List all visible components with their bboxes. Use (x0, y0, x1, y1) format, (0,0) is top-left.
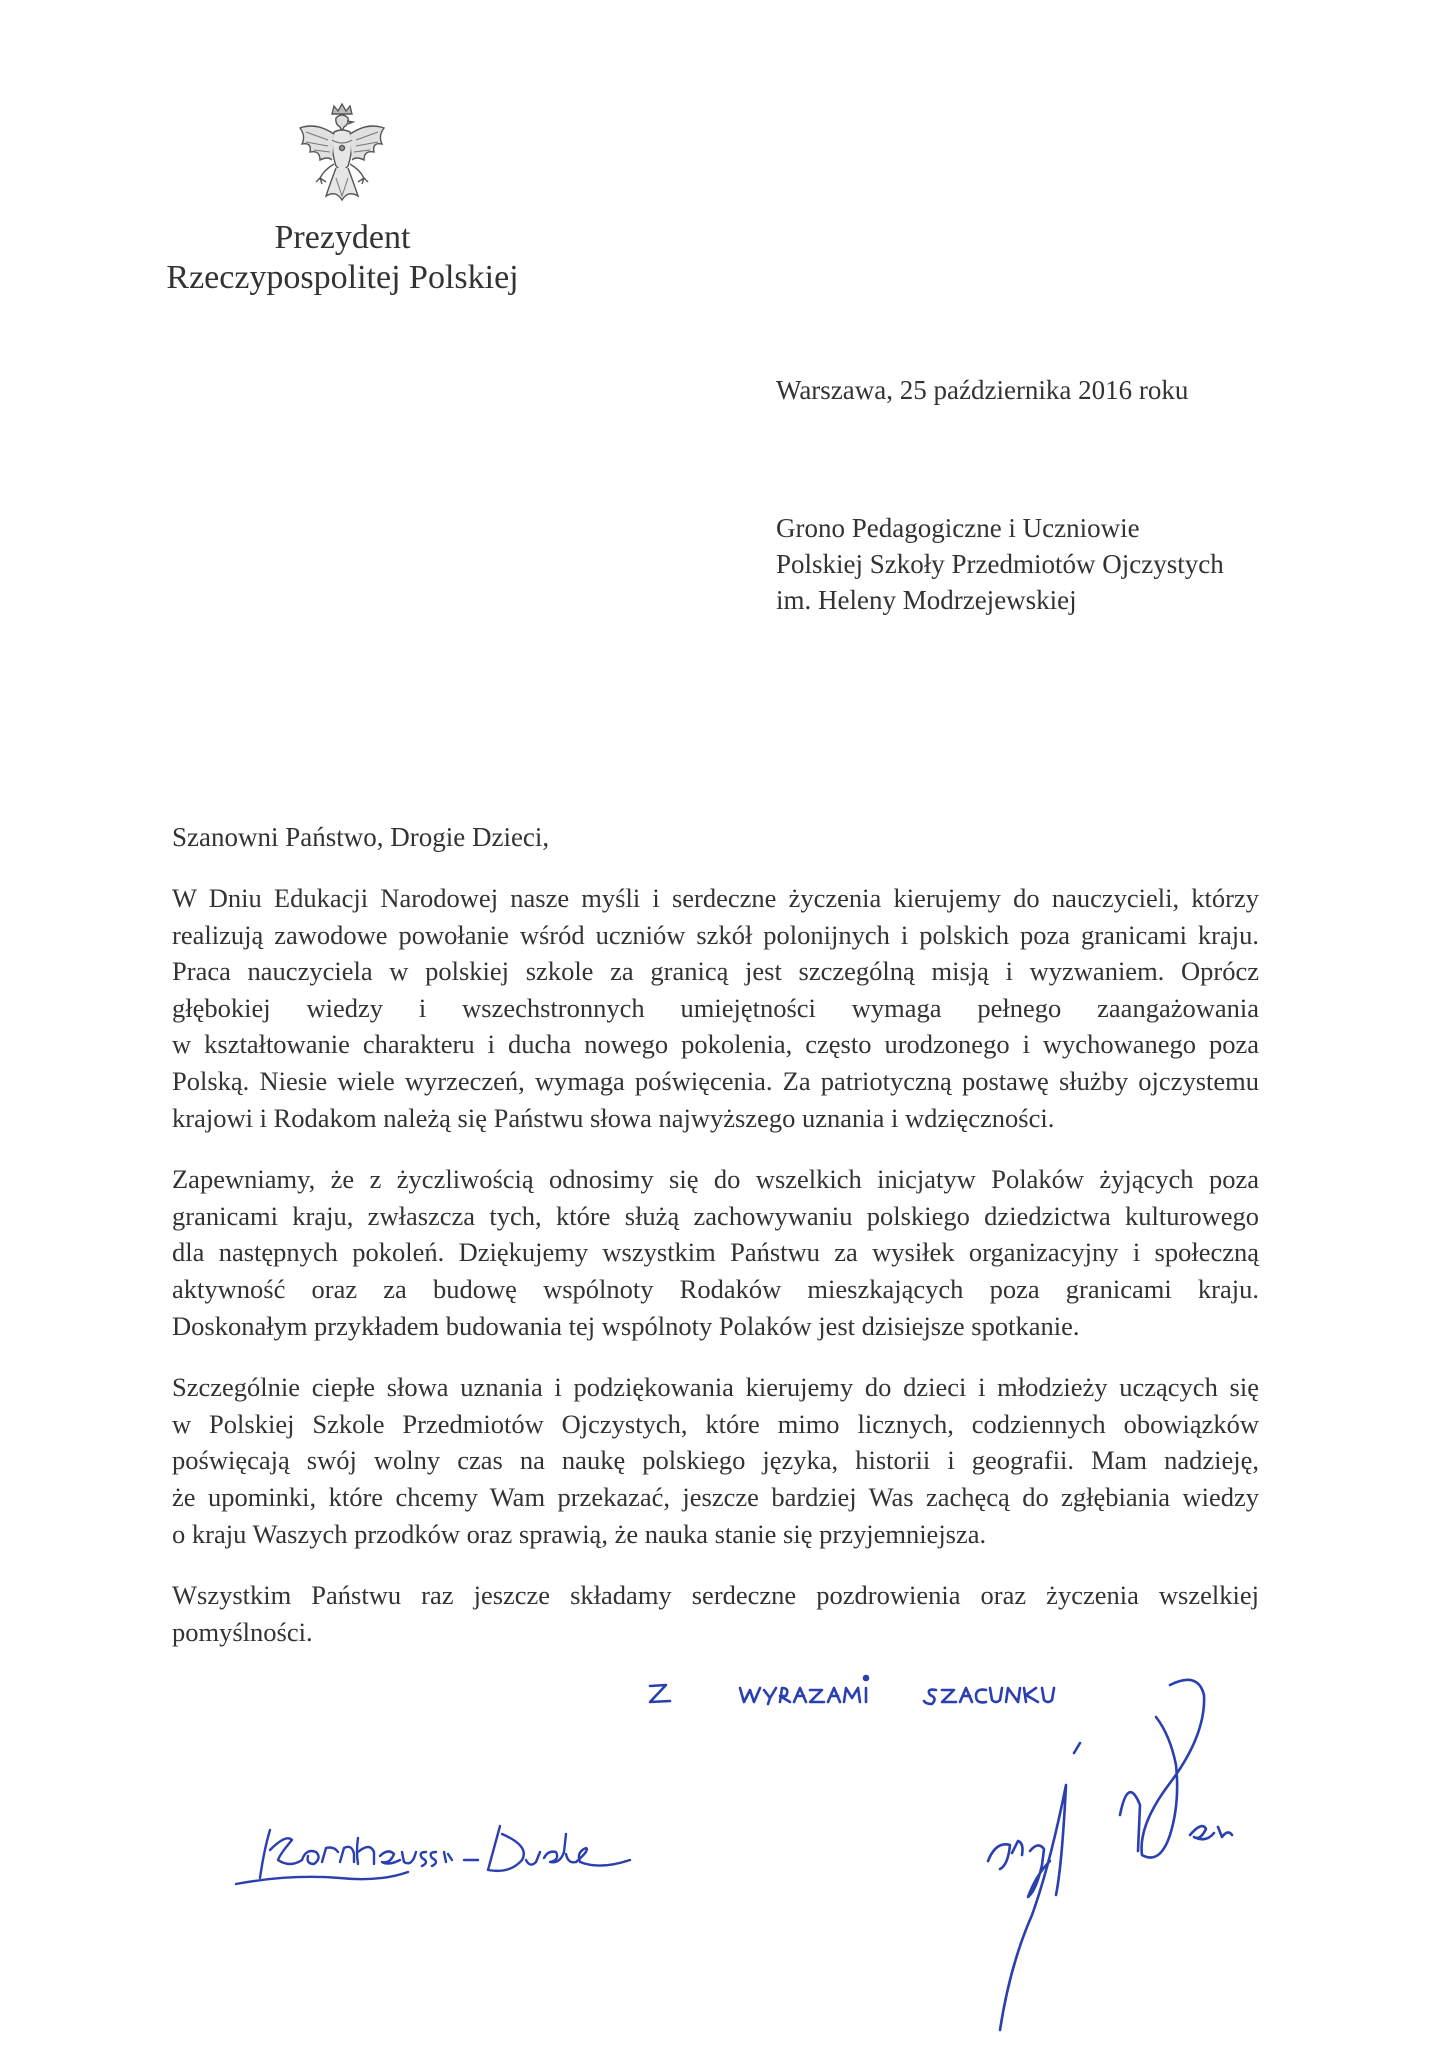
paragraph-line: Zapewniamy, że z życzliwością odnosimy się do wszelkich inicjatyw Polaków żyjących poza (172, 1164, 1259, 1195)
signature-kornhauser-duda (230, 1790, 750, 1900)
letter-body (172, 880, 1259, 1675)
letter-date: Warszawa, 25 października 2016 roku (776, 375, 1189, 405)
paragraph-line: Polską. Niesie wiele wyrzeczeń, wymaga poświęcenia. Za patriotyczną postawę służby ojczystemu (172, 1065, 1259, 1096)
issuer-title (150, 218, 535, 298)
white-eagle-emblem-icon (292, 100, 392, 212)
paragraph-line: poświęcają swój wolny czas na naukę polskiego języka, historii i geografii. Mam nadzieję, (172, 1445, 1259, 1476)
recipient-line-2: Polskiej Szkoły Przedmiotów Ojczystych (776, 549, 1224, 579)
recipient-block (776, 510, 1224, 618)
paragraph-line: realizują zawodowe powołanie wśród uczniów szkół polonijnych i polskich poza granicami kraju. (172, 919, 1259, 950)
paragraph-line: W Dniu Edukacji Narodowej nasze myśli i serdeczne życzenia kierujemy do nauczycieli, którzy (172, 883, 1259, 913)
salutation: Szanowni Państwo, Drogie Dzieci, (172, 822, 550, 852)
paragraph-line: Szczególnie ciepłe słowa uznania i podziękowania kierujemy do dzieci i młodzieży uczących się (172, 1372, 1259, 1403)
paragraph-line: głębokiej wiedzy i wszechstronnych umiejętności wymaga pełnego zaangażowania (172, 992, 1259, 1023)
paragraph-line: granicami kraju, zwłaszcza tych, które służą zachowywaniu polskiego dziedzictwa kulturowego (172, 1200, 1259, 1231)
paragraph-line: pomyślności. (172, 1616, 313, 1647)
body-paragraph (172, 880, 1259, 1136)
body-paragraph (172, 1577, 1259, 1650)
paragraph-line: w Polskiej Szkole Przedmiotów Ojczystych, które mimo licznych, codziennych obowiązków (172, 1408, 1259, 1439)
paragraph-line: Doskonałym przykładem budowania tej wspólnoty Polaków jest dzisiejsze spotkanie. (172, 1310, 1080, 1341)
paragraph-line: Praca nauczyciela w polskiej szkole za granicą jest szczególną misją i wyzwaniem. Oprócz (172, 956, 1259, 987)
body-paragraph (172, 1161, 1259, 1344)
paragraph-line: aktywność oraz za budowę wspólnoty Rodaków mieszkających poza granicami kraju. (172, 1273, 1259, 1304)
body-paragraph (172, 1369, 1259, 1552)
paragraph-line: że upominki, które chcemy Wam przekazać, jeszcze bardziej Was zachęcą do zgłębiania wiedzy (172, 1481, 1259, 1512)
paragraph-line: w kształtowanie charakteru i ducha nowego pokolenia, często urodzonego i wychowanego poza (172, 1029, 1259, 1060)
recipient-line-3: im. Heleny Modrzejewskiej (776, 585, 1077, 615)
office-line-1: Prezydent (274, 219, 411, 256)
paragraph-line: krajowi i Rodakom należą się Państwu słowa najwyższego uznania i wdzięczności. (172, 1102, 1055, 1133)
paragraph-line: dla następnych pokoleń. Dziękujemy wszystkim Państwu za wysiłek organizacyjny i społeczną (172, 1237, 1259, 1268)
recipient-line-1: Grono Pedagogiczne i Uczniowie (776, 513, 1140, 543)
signature-president (970, 1665, 1310, 2035)
office-line-2: Rzeczypospolitej Polskiej (166, 259, 519, 296)
paragraph-line: Wszystkim Państwu raz jeszcze składamy serdeczne pozdrowienia oraz życzenia wszelkiej (172, 1580, 1259, 1611)
paragraph-line: o kraju Waszych przodków oraz sprawią, że nauka stanie się przyjemniejsza. (172, 1518, 987, 1549)
